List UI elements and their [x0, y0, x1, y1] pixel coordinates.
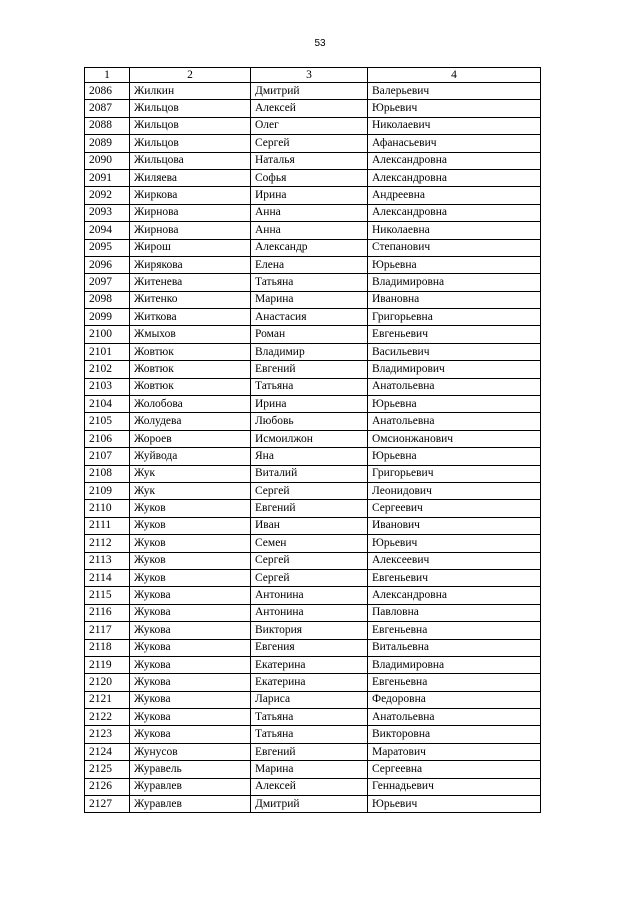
row-number-cell: 2101	[85, 343, 130, 360]
patronymic-cell: Юрьевич	[368, 100, 541, 117]
surname-cell: Жуков	[130, 517, 251, 534]
row-number-cell: 2089	[85, 135, 130, 152]
table-row	[85, 326, 541, 343]
surname-cell: Жукова	[130, 622, 251, 639]
surname-cell: Журавлев	[130, 778, 251, 795]
surname-cell: Житенева	[130, 274, 251, 291]
first-name-cell: Любовь	[251, 413, 368, 430]
row-number-cell: 2125	[85, 761, 130, 778]
first-name-cell: Татьяна	[251, 378, 368, 395]
patronymic-cell: Владимировна	[368, 274, 541, 291]
surname-cell: Жукова	[130, 639, 251, 656]
table-row	[85, 517, 541, 534]
patronymic-cell: Александровна	[368, 169, 541, 186]
surname-cell: Жирош	[130, 239, 251, 256]
table-row	[85, 309, 541, 326]
patronymic-cell: Иванович	[368, 517, 541, 534]
first-name-cell: Татьяна	[251, 274, 368, 291]
table-row	[85, 587, 541, 604]
row-number-cell: 2107	[85, 448, 130, 465]
row-number-cell: 2100	[85, 326, 130, 343]
first-name-cell: Ирина	[251, 187, 368, 204]
row-number-cell: 2123	[85, 726, 130, 743]
patronymic-cell: Геннадьевич	[368, 778, 541, 795]
column-header-3: 3	[251, 68, 368, 83]
table-row	[85, 187, 541, 204]
first-name-cell: Софья	[251, 169, 368, 186]
row-number-cell: 2122	[85, 709, 130, 726]
table-row	[85, 622, 541, 639]
surname-cell: Жукова	[130, 726, 251, 743]
patronymic-cell: Анатольевна	[368, 413, 541, 430]
surname-cell: Жуков	[130, 552, 251, 569]
table-row	[85, 674, 541, 691]
patronymic-cell: Павловна	[368, 604, 541, 621]
table-row	[85, 448, 541, 465]
first-name-cell: Сергей	[251, 482, 368, 499]
row-number-cell: 2124	[85, 743, 130, 760]
surname-cell: Жиркова	[130, 187, 251, 204]
patronymic-cell: Степанович	[368, 239, 541, 256]
first-name-cell: Ирина	[251, 396, 368, 413]
patronymic-cell: Владимирович	[368, 361, 541, 378]
patronymic-cell: Анатольевна	[368, 709, 541, 726]
surname-cell: Жовтюк	[130, 378, 251, 395]
row-number-cell: 2096	[85, 256, 130, 273]
surname-cell: Жильцов	[130, 117, 251, 134]
row-number-cell: 2114	[85, 569, 130, 586]
first-name-cell: Евгения	[251, 639, 368, 656]
table-row	[85, 204, 541, 221]
patronymic-cell: Валерьевич	[368, 83, 541, 100]
row-number-cell: 2116	[85, 604, 130, 621]
patronymic-cell: Сергеевна	[368, 761, 541, 778]
surname-cell: Житкова	[130, 309, 251, 326]
table-row	[85, 691, 541, 708]
first-name-cell: Марина	[251, 291, 368, 308]
surname-cell: Жороев	[130, 430, 251, 447]
patronymic-cell: Владимировна	[368, 656, 541, 673]
surname-cell: Жукова	[130, 691, 251, 708]
first-name-cell: Антонина	[251, 587, 368, 604]
row-number-cell: 2120	[85, 674, 130, 691]
row-number-cell: 2104	[85, 396, 130, 413]
table-row	[85, 117, 541, 134]
row-number-cell: 2088	[85, 117, 130, 134]
surname-cell: Жуков	[130, 569, 251, 586]
row-number-cell: 2098	[85, 291, 130, 308]
surname-cell: Жирнова	[130, 204, 251, 221]
table-row	[85, 569, 541, 586]
patronymic-cell: Леонидович	[368, 482, 541, 499]
row-number-cell: 2090	[85, 152, 130, 169]
row-number-cell: 2102	[85, 361, 130, 378]
row-number-cell: 2119	[85, 656, 130, 673]
surname-cell: Жирякова	[130, 256, 251, 273]
patronymic-cell: Николаевич	[368, 117, 541, 134]
table-row	[85, 361, 541, 378]
surname-cell: Жукова	[130, 709, 251, 726]
first-name-cell: Виталий	[251, 465, 368, 482]
first-name-cell: Екатерина	[251, 656, 368, 673]
table-row	[85, 413, 541, 430]
patronymic-cell: Юрьевич	[368, 535, 541, 552]
table-row	[85, 274, 541, 291]
first-name-cell: Елена	[251, 256, 368, 273]
patronymic-cell: Васильевич	[368, 343, 541, 360]
patronymic-cell: Юрьевна	[368, 256, 541, 273]
row-number-cell: 2093	[85, 204, 130, 221]
first-name-cell: Наталья	[251, 152, 368, 169]
surname-cell: Жиляева	[130, 169, 251, 186]
patronymic-cell: Ивановна	[368, 291, 541, 308]
first-name-cell: Сергей	[251, 135, 368, 152]
patronymic-cell: Евгеньевич	[368, 326, 541, 343]
row-number-cell: 2115	[85, 587, 130, 604]
first-name-cell: Олег	[251, 117, 368, 134]
patronymic-cell: Евгеньевич	[368, 569, 541, 586]
first-name-cell: Сергей	[251, 552, 368, 569]
table-header-row	[85, 68, 541, 83]
surname-cell: Жук	[130, 465, 251, 482]
table-row	[85, 761, 541, 778]
first-name-cell: Евгений	[251, 500, 368, 517]
table-row	[85, 778, 541, 795]
first-name-cell: Семен	[251, 535, 368, 552]
surname-cell: Жильцов	[130, 135, 251, 152]
table-row	[85, 100, 541, 117]
table-body	[85, 83, 541, 813]
table-row	[85, 430, 541, 447]
patronymic-cell: Евгеньевна	[368, 674, 541, 691]
row-number-cell: 2086	[85, 83, 130, 100]
table-row	[85, 552, 541, 569]
surname-cell: Жовтюк	[130, 361, 251, 378]
first-name-cell: Дмитрий	[251, 83, 368, 100]
first-name-cell: Анастасия	[251, 309, 368, 326]
table-row	[85, 535, 541, 552]
table-row	[85, 83, 541, 100]
row-number-cell: 2103	[85, 378, 130, 395]
table-row	[85, 482, 541, 499]
table-row	[85, 465, 541, 482]
table-row	[85, 291, 541, 308]
patronymic-cell: Александровна	[368, 587, 541, 604]
first-name-cell: Дмитрий	[251, 796, 368, 813]
row-number-cell: 2109	[85, 482, 130, 499]
first-name-cell: Александр	[251, 239, 368, 256]
patronymic-cell: Федоровна	[368, 691, 541, 708]
row-number-cell: 2108	[85, 465, 130, 482]
surname-cell: Жуйвода	[130, 448, 251, 465]
row-number-cell: 2110	[85, 500, 130, 517]
patronymic-cell: Юрьевич	[368, 796, 541, 813]
table-row	[85, 378, 541, 395]
patronymic-cell: Евгеньевна	[368, 622, 541, 639]
patronymic-cell: Юрьевна	[368, 448, 541, 465]
patronymic-cell: Александровна	[368, 204, 541, 221]
table-row	[85, 343, 541, 360]
first-name-cell: Исмоилжон	[251, 430, 368, 447]
table-row	[85, 796, 541, 813]
first-name-cell: Евгений	[251, 361, 368, 378]
first-name-cell: Алексей	[251, 778, 368, 795]
table-row	[85, 256, 541, 273]
table-row	[85, 135, 541, 152]
row-number-cell: 2127	[85, 796, 130, 813]
table-row	[85, 396, 541, 413]
surname-cell: Жуков	[130, 535, 251, 552]
row-number-cell: 2092	[85, 187, 130, 204]
surname-cell: Жирнова	[130, 222, 251, 239]
patronymic-cell: Витальевна	[368, 639, 541, 656]
table-row	[85, 743, 541, 760]
patronymic-cell: Анатольевна	[368, 378, 541, 395]
surname-cell: Жукова	[130, 587, 251, 604]
first-name-cell: Виктория	[251, 622, 368, 639]
registry-table	[84, 67, 541, 813]
first-name-cell: Екатерина	[251, 674, 368, 691]
column-header-2: 2	[130, 68, 251, 83]
surname-cell: Журавель	[130, 761, 251, 778]
table-row	[85, 604, 541, 621]
table-row	[85, 169, 541, 186]
row-number-cell: 2112	[85, 535, 130, 552]
table-row	[85, 709, 541, 726]
surname-cell: Жук	[130, 482, 251, 499]
surname-cell: Жолобова	[130, 396, 251, 413]
patronymic-cell: Юрьевна	[368, 396, 541, 413]
row-number-cell: 2094	[85, 222, 130, 239]
row-number-cell: 2091	[85, 169, 130, 186]
patronymic-cell: Григорьевна	[368, 309, 541, 326]
table-row	[85, 222, 541, 239]
patronymic-cell: Григорьевич	[368, 465, 541, 482]
surname-cell: Жильцов	[130, 100, 251, 117]
first-name-cell: Владимир	[251, 343, 368, 360]
table-row	[85, 656, 541, 673]
patronymic-cell: Афанасьевич	[368, 135, 541, 152]
surname-cell: Журавлев	[130, 796, 251, 813]
patronymic-cell: Александровна	[368, 152, 541, 169]
surname-cell: Жуков	[130, 500, 251, 517]
row-number-cell: 2126	[85, 778, 130, 795]
row-number-cell: 2105	[85, 413, 130, 430]
page-number: 53	[314, 38, 326, 49]
row-number-cell: 2117	[85, 622, 130, 639]
surname-cell: Жукова	[130, 604, 251, 621]
surname-cell: Жильцова	[130, 152, 251, 169]
row-number-cell: 2121	[85, 691, 130, 708]
first-name-cell: Лариса	[251, 691, 368, 708]
surname-cell: Жилкин	[130, 83, 251, 100]
table-row	[85, 726, 541, 743]
table-row	[85, 152, 541, 169]
first-name-cell: Иван	[251, 517, 368, 534]
table-row	[85, 500, 541, 517]
surname-cell: Жмыхов	[130, 326, 251, 343]
first-name-cell: Марина	[251, 761, 368, 778]
patronymic-cell: Омсионжанович	[368, 430, 541, 447]
surname-cell: Жовтюк	[130, 343, 251, 360]
row-number-cell: 2111	[85, 517, 130, 534]
surname-cell: Жолудева	[130, 413, 251, 430]
patronymic-cell: Сергеевич	[368, 500, 541, 517]
table-row	[85, 639, 541, 656]
first-name-cell: Татьяна	[251, 709, 368, 726]
patronymic-cell: Викторовна	[368, 726, 541, 743]
first-name-cell: Татьяна	[251, 726, 368, 743]
patronymic-cell: Маратович	[368, 743, 541, 760]
patronymic-cell: Андреевна	[368, 187, 541, 204]
row-number-cell: 2099	[85, 309, 130, 326]
table-row	[85, 239, 541, 256]
first-name-cell: Анна	[251, 204, 368, 221]
surname-cell: Жунусов	[130, 743, 251, 760]
first-name-cell: Евгений	[251, 743, 368, 760]
row-number-cell: 2113	[85, 552, 130, 569]
row-number-cell: 2118	[85, 639, 130, 656]
column-header-1: 1	[85, 68, 130, 83]
first-name-cell: Роман	[251, 326, 368, 343]
patronymic-cell: Алексеевич	[368, 552, 541, 569]
first-name-cell: Алексей	[251, 100, 368, 117]
patronymic-cell: Николаевна	[368, 222, 541, 239]
surname-cell: Житенко	[130, 291, 251, 308]
row-number-cell: 2106	[85, 430, 130, 447]
first-name-cell: Антонина	[251, 604, 368, 621]
column-header-4: 4	[368, 68, 541, 83]
row-number-cell: 2087	[85, 100, 130, 117]
surname-cell: Жукова	[130, 656, 251, 673]
row-number-cell: 2095	[85, 239, 130, 256]
first-name-cell: Анна	[251, 222, 368, 239]
surname-cell: Жукова	[130, 674, 251, 691]
row-number-cell: 2097	[85, 274, 130, 291]
first-name-cell: Яна	[251, 448, 368, 465]
first-name-cell: Сергей	[251, 569, 368, 586]
